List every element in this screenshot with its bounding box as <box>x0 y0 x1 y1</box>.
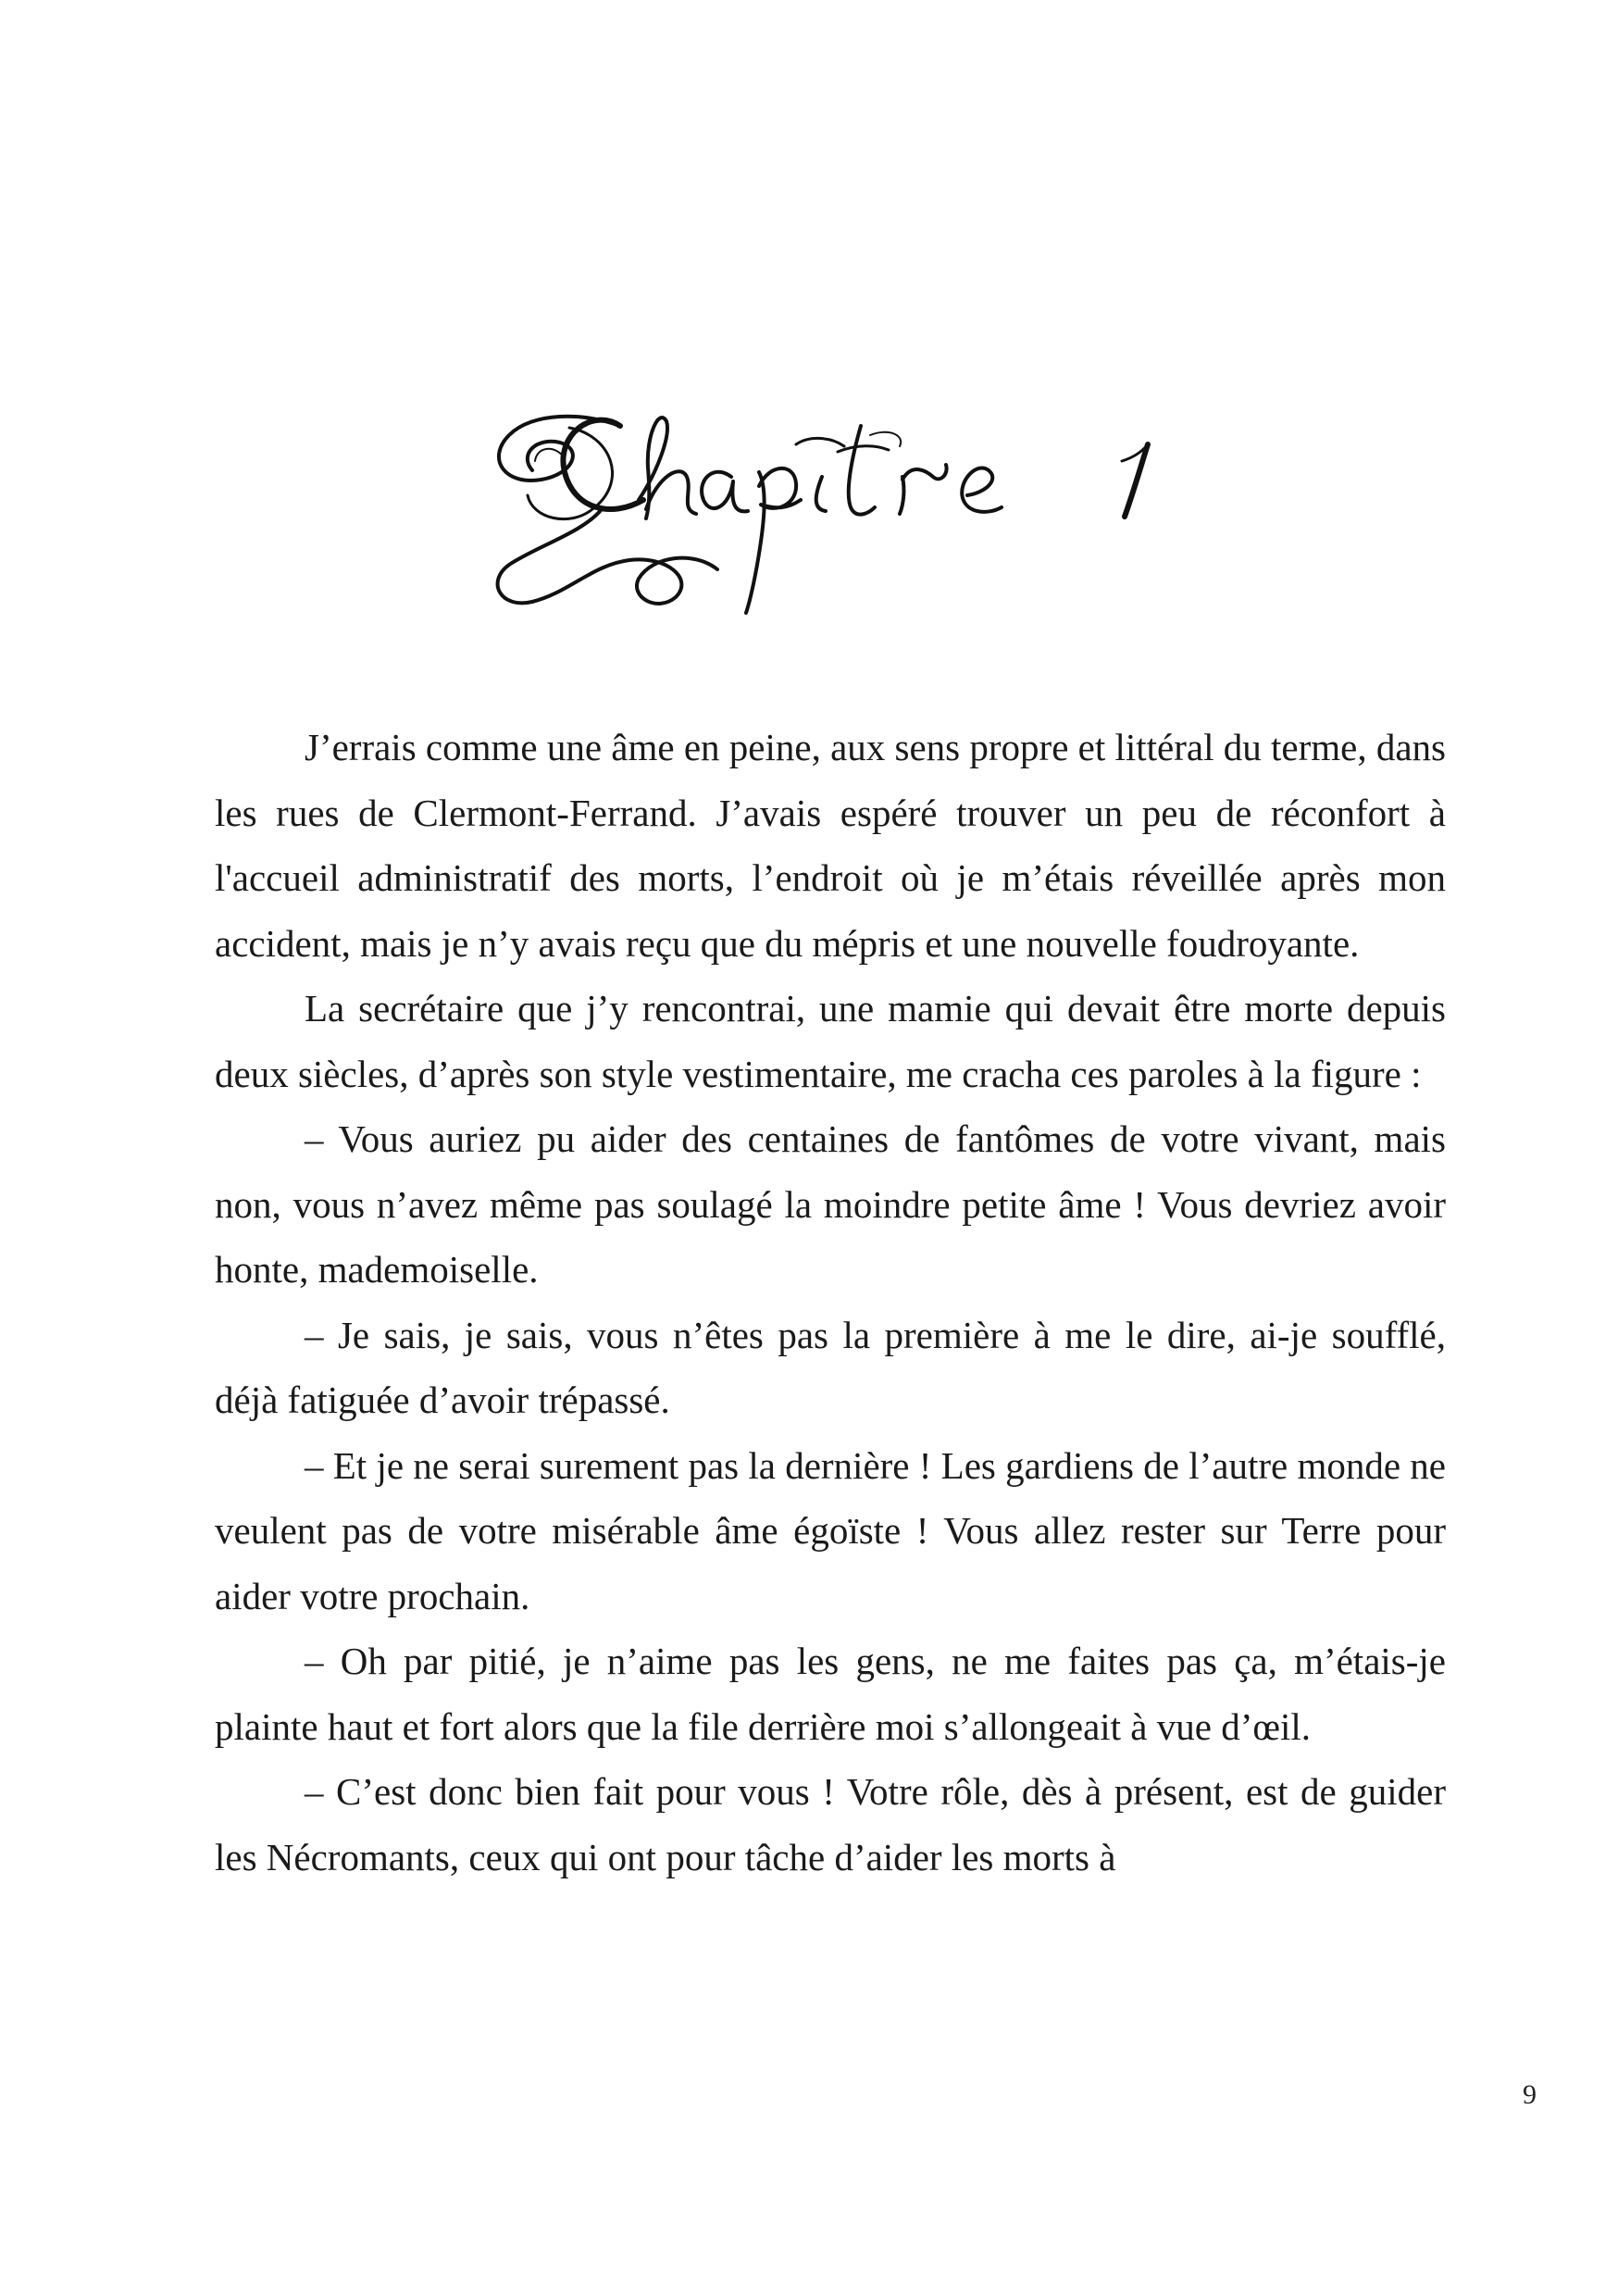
paragraph-2: La secrétaire que j’y rencontrai, une mamie qui devait être morte depuis deux siècles, d’après son style vestimentaire, me cracha ces paroles à la figure : <box>215 987 1446 1095</box>
chapter-title <box>481 370 1203 639</box>
chapter-title-calligraphy <box>481 370 1203 639</box>
dialogue-paragraph-4: – Oh par pitié, je n’aime pas les gens, ne me faites pas ça, m’étais-je plainte haut et fort alors que la file derrière moi s’allongeait à vue d’œil. <box>215 1640 1446 1748</box>
dialogue-paragraph-1: – Vous auriez pu aider des centaines de fantômes de votre vivant, mais non, vous n’avez même pas soulagé la moindre petite âme ! Vous devriez avoir honte, mademoiselle. <box>215 1117 1446 1291</box>
paragraph-1: J’errais comme une âme en peine, aux sens propre et littéral du terme, dans les rues de Clermont-Ferrand. J’avais espéré trouver un peu de réconfort à l'accueil administratif des morts, l’endroit où je m’étais réveillée après mon accident, mais je n’y avais reçu que du mépris et une nouvelle foudroyante. <box>215 726 1446 965</box>
dialogue-paragraph-2: – Je sais, je sais, vous n’êtes pas la première à me le dire, ai-je soufflé, déjà fatiguée d’avoir trépassé. <box>215 1313 1446 1421</box>
dialogue-paragraph-5: – C’est donc bien fait pour vous ! Votre rôle, dès à présent, est de guider les Nécromants, ceux qui ont pour tâche d’aider les morts à <box>215 1770 1446 1878</box>
page-number: 9 <box>1523 2079 1537 2110</box>
chapter-body <box>215 715 1446 1890</box>
dialogue-paragraph-3: – Et je ne serai surement pas la dernière ! Les gardiens de l’autre monde ne veulent pas de votre misérable âme égoïste ! Vous allez rester sur Terre pour aider votre prochain. <box>215 1443 1446 1617</box>
